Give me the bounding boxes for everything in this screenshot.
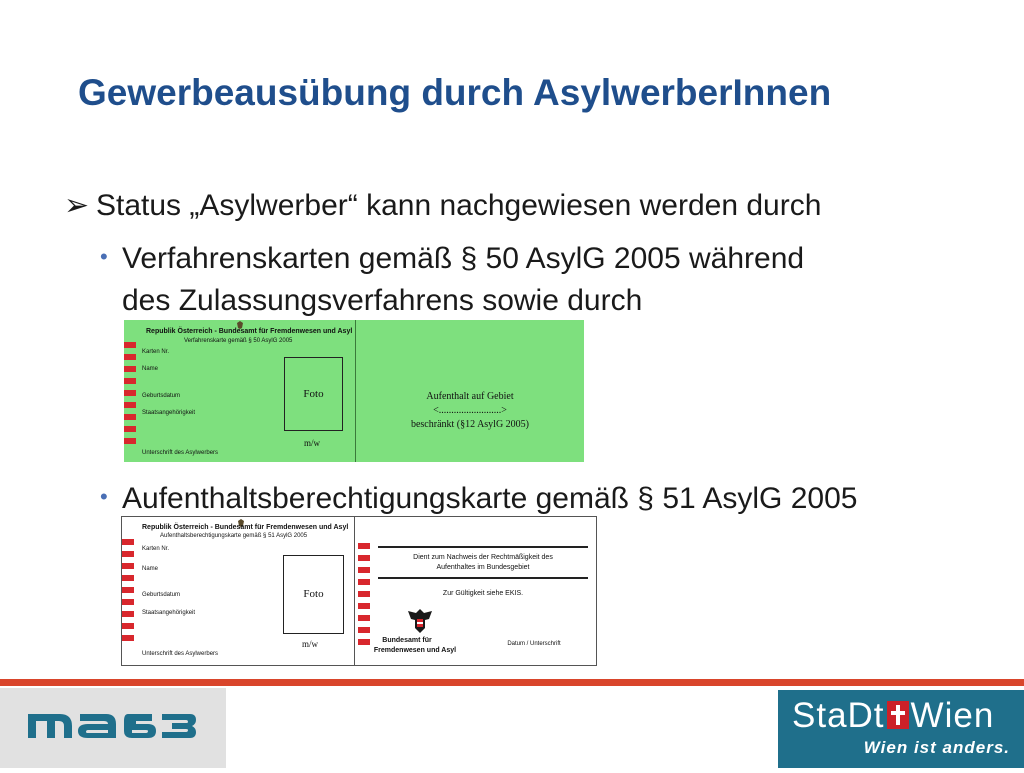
card2-validity: Zur Gültigkeit siehe EKIS. bbox=[442, 590, 524, 597]
card1-field-geburt: Geburtsdatum bbox=[142, 393, 181, 399]
stadt-wien-name-left: StaDt bbox=[792, 696, 885, 735]
card2-issuer: Republik Österreich - Bundesamt für Fremdenwesen und Asyl bbox=[142, 524, 349, 531]
red-edge-marks bbox=[124, 342, 136, 450]
stadt-wien-slogan: Wien ist anders. bbox=[863, 738, 1010, 757]
stadt-wien-name-right: Wien bbox=[910, 696, 995, 735]
slide-title: Gewerbeausübung durch AsylwerberInnen bbox=[78, 72, 832, 113]
card2-field-geburt: Geburtsdatum bbox=[142, 592, 181, 598]
card2-field-name: Name bbox=[142, 566, 159, 572]
red-edge-marks-left bbox=[122, 539, 134, 647]
ma63-logo-icon bbox=[0, 688, 226, 768]
stadt-wien-logo bbox=[778, 690, 1024, 768]
card2-right-line2: Aufenthaltes im Bundesgebiet bbox=[436, 564, 530, 571]
card1-right-panel bbox=[356, 390, 584, 432]
card2-authority-line1: Bundesamt für bbox=[382, 637, 432, 644]
bullet-status bbox=[64, 188, 821, 223]
card2-rule-bottom bbox=[378, 577, 588, 579]
bullet-aufenthaltsberechtigungskarte bbox=[100, 476, 857, 520]
bullet-aufenthaltsberechtigungskarte-text: Aufenthaltsberechtigungskarte gemäß § 51 AsylG 2005 bbox=[122, 482, 858, 515]
card1-field-unterschrift: Unterschrift des Asylwerbers bbox=[142, 450, 219, 456]
aufenthaltsberechtigungskarte-image bbox=[121, 516, 597, 666]
card1-subtitle: Verfahrenskarte gemäß § 50 AsylG 2005 bbox=[184, 338, 293, 344]
arrow-bullet-icon: ➢ bbox=[64, 189, 90, 222]
card2-mw: m/w bbox=[302, 639, 319, 649]
vienna-cross-icon bbox=[887, 701, 909, 729]
card2-divider bbox=[354, 517, 355, 665]
card1-field-name: Name bbox=[142, 366, 159, 372]
ma63-logo bbox=[0, 688, 226, 768]
card2-field-staat: Staatsangehörigkeit bbox=[142, 610, 196, 616]
card2-date-signature: Datum / Unterschrift bbox=[507, 641, 561, 647]
footer-accent-bar bbox=[0, 679, 1024, 686]
dot-bullet-icon: • bbox=[100, 484, 108, 509]
card1-mw: m/w bbox=[304, 438, 321, 448]
card2-authority-line2: Fremdenwesen und Asyl bbox=[373, 647, 457, 654]
card1-issuer: Republik Österreich - Bundesamt für Fremdenwesen und Asyl bbox=[146, 328, 353, 335]
card2-subtitle: Aufenthaltsberechtigungskarte gemäß § 51 AsylG 2005 bbox=[160, 533, 308, 539]
bullet-status-text: Status „Asylwerber“ kann nachgewiesen werden durch bbox=[96, 189, 822, 222]
card1-field-staat: Staatsangehörigkeit bbox=[142, 410, 196, 416]
dot-bullet-icon: • bbox=[100, 244, 108, 269]
card2-photo-box bbox=[283, 555, 344, 634]
card2-rule-top bbox=[378, 546, 588, 548]
card2-field-karten: Karten Nr. bbox=[142, 546, 170, 552]
bullet-verfahrenskarten-line2: des Zulassungsverfahrens sowie durch bbox=[122, 284, 643, 317]
stadt-wien-name bbox=[792, 696, 994, 736]
card2-right-line1: Dient zum Nachweis der Rechtmäßigkeit des bbox=[413, 554, 553, 561]
red-edge-marks-right bbox=[358, 543, 370, 651]
card1-foto-label: Foto bbox=[303, 388, 324, 400]
card1-photo-box bbox=[284, 357, 343, 431]
bullet-verfahrenskarten-line1: Verfahrenskarten gemäß § 50 AsylG 2005 während bbox=[122, 242, 805, 275]
card2-foto-label: Foto bbox=[303, 588, 324, 600]
bullet-verfahrenskarten bbox=[100, 236, 940, 322]
card1-right-line1: Aufenthalt auf Gebiet bbox=[426, 391, 514, 402]
austrian-eagle-icon bbox=[405, 606, 435, 636]
card1-field-karten: Karten Nr. bbox=[142, 349, 170, 355]
card1-right-line3: beschränkt (§12 AsylG 2005) bbox=[410, 419, 530, 430]
verfahrenskarte-image bbox=[124, 320, 584, 462]
card1-right-line2: <.........................> bbox=[433, 405, 507, 416]
card2-field-unterschrift: Unterschrift des Asylwerbers bbox=[142, 651, 219, 657]
